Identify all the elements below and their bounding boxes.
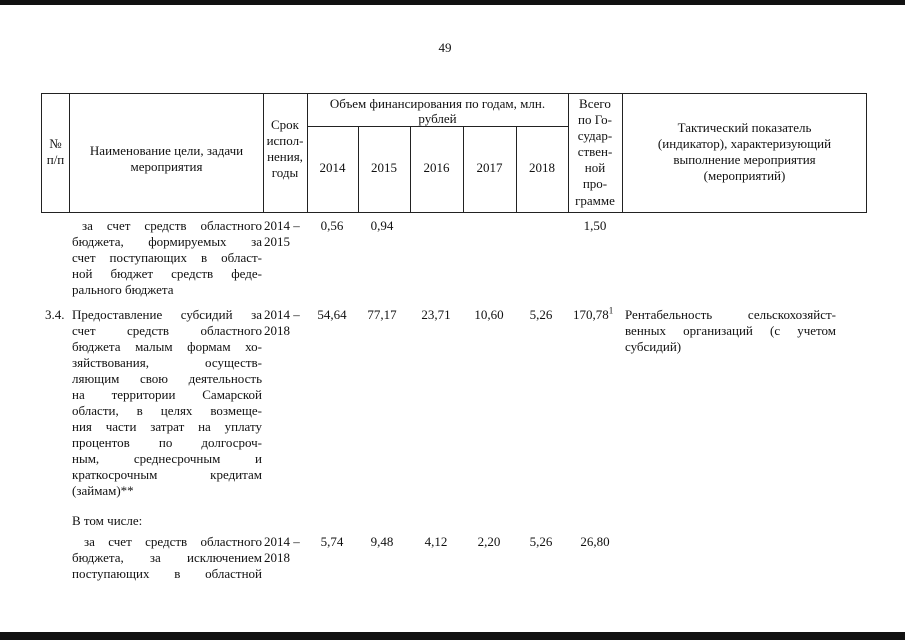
year-2018: 2018 [529,160,555,175]
col-border-right [866,93,867,213]
header-top-line [41,93,866,94]
row-number: 3.4. [45,307,65,322]
header-bottom-line [41,212,866,213]
top-border [0,0,905,5]
page-number: 49 [438,40,452,55]
year-2017: 2017 [476,160,503,175]
year-2016: 2016 [423,160,450,175]
bottom-border [0,632,905,640]
total-value: 170,78$^1$ [573,305,614,322]
year-2015: 2015 [371,160,397,175]
year-2014: 2014 [319,160,346,175]
